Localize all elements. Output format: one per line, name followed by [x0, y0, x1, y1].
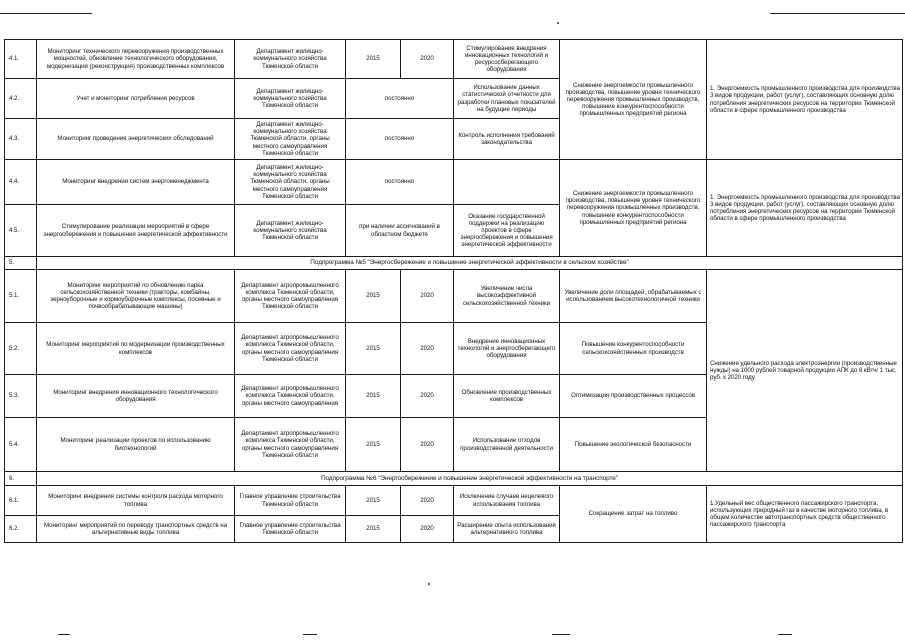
row-number: 5.2. [5, 323, 37, 375]
executor-cell: Департамент жилищно-коммунального хозяйства Тюменской области, органы местного самоуправления Тюменской области [235, 119, 346, 160]
measure-cell: Мониторинг мероприятий по обновлению парка сельскохозяйственной техники (тракторы, комбайны, зерноуборочные и кормоуборочные комплексы, посевные и почвообрабатывающие машины) [37, 270, 235, 323]
scan-line [552, 634, 570, 635]
row-number: 5.4. [5, 418, 37, 472]
result-cell: Увеличение числа высокоэффективной сельскохозяйственной техники [454, 270, 560, 323]
result-cell: Использование данных статистической отчетности для разработки плановых показателей на будущие периоды [454, 79, 560, 119]
executor-cell: Главное управление строительства Тюменской области [235, 486, 346, 516]
scan-dot [428, 583, 430, 585]
scan-line [770, 13, 905, 14]
indicator-cell: 1. Энергоемкость промышленного производства для производства 3 видов продукции, работ (услуг), составляющих основную долю потребления энергетических ресурсов на территории Тюменской области в сфере промышленного производства [707, 40, 903, 160]
result-cell: Исключение случаев нецелевого использования топлива [454, 486, 560, 516]
executor-cell: Департамент агропромышленного комплекса Тюменской области, органы местного самоуправления Тюменской области [235, 323, 346, 375]
task-cell: Снижение энергоемкости промышленного производства, повышение уровня технического перевооружения промышленных производств, повышение конкурентоспособности промышленных предприятий региона [560, 40, 707, 160]
end-year-cell: 2020 [401, 270, 454, 323]
end-year-cell: 2020 [401, 40, 454, 79]
measure-cell: Мониторинг технического перевооружения производственных мощностей, обновление технологического оборудования, модернизация (реконструкция) производственных комплексов [37, 40, 235, 79]
measure-cell: Мониторинг внедрения системы контроля расхода моторного топлива [37, 486, 235, 516]
section-row [5, 257, 903, 270]
executor-cell: Департамент агропромышленного комплекса Тюменской области, органы местного самоуправления Тюменской области [235, 418, 346, 472]
start-year-cell: 2015 [346, 323, 401, 375]
term-cell: при наличии ассигнований в областном бюджете [346, 205, 454, 257]
row-number: 4.2. [5, 79, 37, 119]
measure-cell: Мониторинг проведения энергетических обследований [37, 119, 235, 160]
executor-cell: Департамент агропромышленного комплекса Тюменской области, органы местного самоуправления Тюменской области [235, 270, 346, 323]
start-year-cell: 2015 [346, 270, 401, 323]
measures-table [4, 39, 903, 543]
result-cell: Контроль исполнения требований законодательства [454, 119, 560, 160]
task-cell: Повышение конкурентоспособности сельскохозяйственных производств [560, 323, 707, 375]
term-cell: постоянно [346, 79, 454, 119]
start-year-cell: 2015 [346, 486, 401, 516]
start-year-cell: 2015 [346, 516, 401, 543]
result-cell [454, 160, 560, 205]
table-row [5, 40, 903, 79]
end-year-cell: 2020 [401, 375, 454, 418]
result-cell: Стимулирование внедрения инновационных технологий и ресурсосберегающего оборудования [454, 40, 560, 79]
row-number: 4.3. [5, 119, 37, 160]
end-year-cell: 2020 [401, 323, 454, 375]
start-year-cell: 2015 [346, 418, 401, 472]
measure-cell: Учет и мониторинг потребления ресурсов [37, 79, 235, 119]
executor-cell: Главное управление строительства Тюменской области [235, 516, 346, 543]
section-row [5, 472, 903, 486]
measure-cell: Мониторинг внедрения систем энергоменеджмента [37, 160, 235, 205]
task-cell: Сокращение затрат на топливо [560, 486, 707, 543]
scan-line [778, 634, 792, 635]
section-title: Подпрограмма №5 "Энергосбережение и повышение энергетической эффективности в сельском хозяйстве" [37, 257, 903, 270]
task-cell: Повышение экологической безопасности [560, 418, 707, 472]
start-year-cell: 2015 [346, 375, 401, 418]
end-year-cell: 2020 [401, 418, 454, 472]
scan-line [303, 634, 317, 635]
row-number: 4.5. [5, 205, 37, 257]
start-year-cell: 2015 [346, 40, 401, 79]
table-row [5, 486, 903, 516]
row-number: 4.1. [5, 40, 37, 79]
measure-cell: Мониторинг реализации проектов по использованию биотехнологий [37, 418, 235, 472]
result-cell: Использование отходов производственной деятельности [454, 418, 560, 472]
executor-cell: Департамент жилищно-коммунального хозяйства Тюменской области, органы местного самоуправления Тюменской области [235, 160, 346, 205]
top-scan-marks [0, 0, 905, 40]
task-cell: Увеличение доли площадей, обрабатываемых с использованием высокотехнологичной техники [560, 270, 707, 323]
term-cell: постоянно [346, 119, 454, 160]
row-number: 5.1. [5, 270, 37, 323]
executor-cell: Департамент агропромышленного комплекса Тюменской области, органы местного самоуправления [235, 375, 346, 418]
result-cell: Оказание государственной поддержки на реализацию проектов в сфере энергосбережения и повышения энергетической эффективности [454, 205, 560, 257]
row-number: 6.1. [5, 486, 37, 516]
executor-cell: Департамент жилищно-коммунального хозяйства Тюменской области [235, 205, 346, 257]
section-number: 5. [5, 257, 37, 270]
task-cell: Оптимизация производственных процессов [560, 375, 707, 418]
indicator-cell: Снижение удельного расхода электроэнергии (производственные нужды) на 1000 рублей товарной продукции АПК до 8 кВтч/ 1 тыс. руб. к 2020 году. [707, 270, 903, 472]
end-year-cell: 2020 [401, 486, 454, 516]
end-year-cell: 2020 [401, 516, 454, 543]
measure-cell: Мониторинг мероприятий по модернизации производственных комплексов [37, 323, 235, 375]
task-cell: Снижение энергоемкости промышленного производства, повышение уровня технического перевооружения промышленных производств, повышение конкурентоспособности промышленных предприятий региона [560, 160, 707, 257]
row-number: 5.3. [5, 375, 37, 418]
scan-dot [557, 22, 559, 24]
table-row [5, 270, 903, 323]
measure-cell: Стимулирование реализации мероприятий в сфере энергосбережения и повышения энергетической эффективности [37, 205, 235, 257]
bottom-scan-marks [0, 600, 905, 640]
executor-cell: Департамент жилищно-коммунального хозяйства Тюменской области [235, 79, 346, 119]
result-cell: Обновление производственных комплексов [454, 375, 560, 418]
indicator-cell: 1.Удельный вес общественного пассажирского транспорта, использующих природный газ в качестве моторного топлива, в общем количестве автотранспортных средств общественного пассажирского транспорта [707, 486, 903, 543]
row-number: 4.4. [5, 160, 37, 205]
executor-cell: Департамент жилищно-коммунального хозяйства Тюменской области [235, 40, 346, 79]
table-row [5, 160, 903, 205]
row-number: 6.2. [5, 516, 37, 543]
result-cell: Внедрение инновационных технологий и энергосберегающего оборудования [454, 323, 560, 375]
measure-cell: Мониторинг внедрения инновационного технологического оборудования [37, 375, 235, 418]
term-cell: постоянно [346, 160, 454, 205]
result-cell: Расширение опыта использования альтернативного топлива [454, 516, 560, 543]
indicator-cell: 1. Энергоемкость промышленного производства для производства 3 видов продукции, работ (услуг), составляющих основную долю потребления энергетических ресурсов на территории Тюменской области в сфере промышленного производства [707, 160, 903, 257]
scan-line [58, 634, 70, 635]
measure-cell: Мониторинг мероприятий по переводу транспортных средств на альтернативные виды топлива [37, 516, 235, 543]
section-number: 6. [5, 472, 37, 486]
section-title: Подпрограмма №6 "Энергосбережение и повышение энергетической эффективности на транспорте" [37, 472, 903, 486]
scan-line [0, 13, 92, 14]
